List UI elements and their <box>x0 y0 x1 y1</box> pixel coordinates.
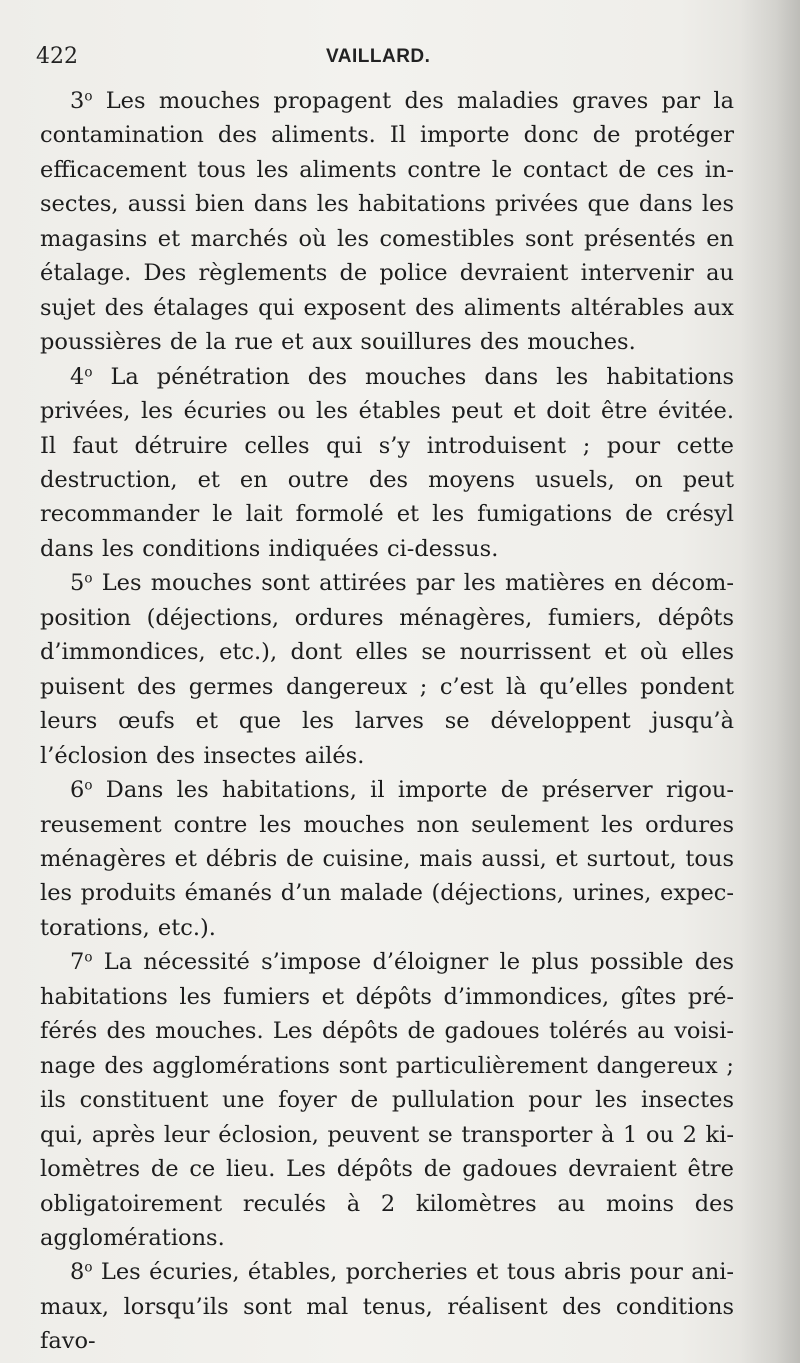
paragraph-number: 6$^o$ <box>70 777 93 804</box>
paragraph-text: La nécessité s’impose d’éloigner le plus possible des habitations les fumiers et dépôts d’immondices, gîtes préférés des mouches. Les dépôts de gadoues tolérés au voisinage des agglomérations sont particulièrement dangereux ; ils constituent une foyer de pullulation pour les insectes qui, après leur éclosion, peuvent se transporter à 1 ou 2 kilomètres de ce lieu. Les dépôts de gadoues devraient être obligatoirement reculés à 2 kilomètres au moins des agglomérations. <box>40 949 734 1251</box>
paragraph-item-6 <box>40 773 734 945</box>
paragraph-item-7 <box>40 945 734 1255</box>
page-number: 422 <box>36 44 78 69</box>
page-header <box>36 44 736 74</box>
running-head: VAILLARD. <box>326 46 431 67</box>
paragraph-text: Les mouches sont attirées par les matières en décomposition (déjections, ordures ménagères, fumiers, dépôts d’immondices, etc.), dont elles se nourrissent et où elles puisent des germes dangereux ; c’est là qu’elles pondent leurs œufs et que les larves se développent jusqu’à l’éclosion des insectes ailés. <box>40 570 734 769</box>
paragraph-text: Dans les habitations, il importe de préserver rigoureusement contre les mouches non seulement les ordures ménagères et débris de cuisine, mais aussi, et surtout, tous les produits émanés d’un malade (déjections, urines, expectorations, etc.). <box>40 777 734 941</box>
paragraph-number: 4$^o$ <box>70 363 93 390</box>
paragraph-text: La pénétration des mouches dans les habitations privées, les écuries ou les étables peut et doit être évitée. Il faut détruire celles qui s’y introduisent ; pour cette destruction, et en outre des moyens usuels, on peut recommander le lait formolé et les fumigations de crésyl dans les conditions indiquées ci-dessus. <box>40 363 734 562</box>
paragraph-item-4 <box>40 360 734 567</box>
paragraph-text: Les écuries, étables, porcheries et tous abris pour animaux, lorsqu’ils sont mal tenus, réalisent des conditions favo- <box>40 1259 734 1355</box>
page-edge-shadow <box>740 0 800 1363</box>
paragraph-number: 5$^o$ <box>70 570 93 597</box>
paragraph-item-8 <box>40 1255 734 1358</box>
paragraph-number: 3$^o$ <box>70 88 93 114</box>
paragraph-number: 8$^o$ <box>70 1259 93 1286</box>
paragraph-item-5 <box>40 566 734 773</box>
paragraph-number: 7$^o$ <box>70 949 93 976</box>
body-text <box>40 84 734 1359</box>
paragraph-item-3 <box>40 84 734 360</box>
paragraph-text: Les mouches propagent des maladies graves par la contamination des aliments. Il importe donc de protéger efficacement tous les aliments contre le contact de ces insectes, aussi bien dans les habitations privées que dans les magasins et marchés où les comestibles sont présentés en étalage. Des règlements de police devraient intervenir au sujet des étalages qui exposent des aliments altérables aux poussières de la rue et aux souillures des mouches. <box>40 88 734 356</box>
